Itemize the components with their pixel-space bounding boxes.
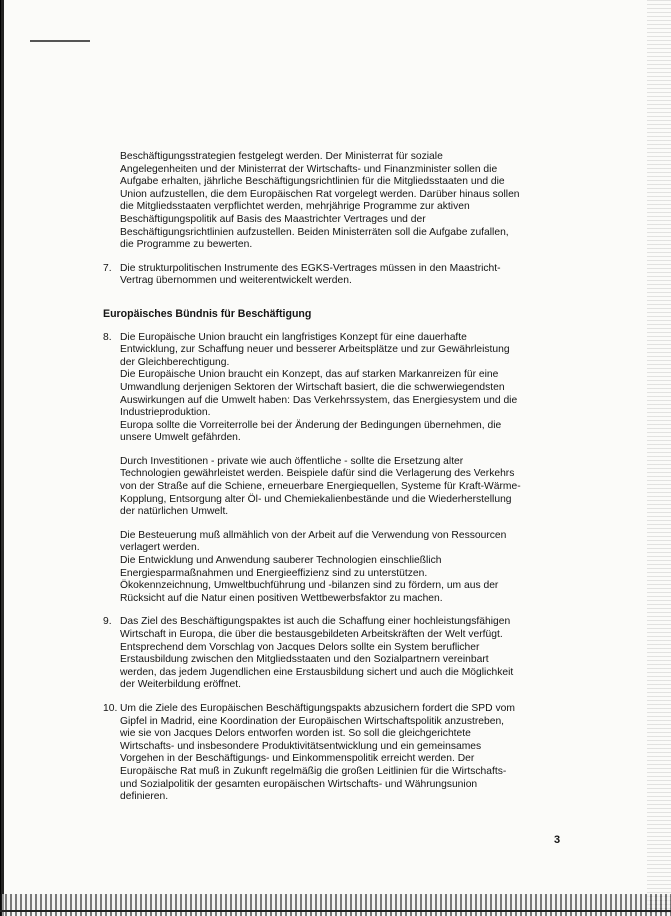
section-heading: Europäisches Bündnis für Beschäftigung	[103, 307, 312, 320]
text-line: und Sozialpolitik der gesamten europäischen Wirtschafts- und Währungsunion	[120, 778, 478, 790]
intro-paragraph	[103, 151, 563, 252]
text-line: wie sie von Jacques Delors entworfen worden ist. So soll die gleichgerichtete	[120, 728, 471, 740]
text-line: der natürlichen Umwelt.	[120, 506, 229, 518]
text-line: unsere Umwelt gefährden.	[120, 432, 241, 444]
text-line: Die Besteuerung muß allmählich von der Arbeit auf die Verwendung von Ressourcen	[120, 529, 507, 541]
text-line: Vorgehen in der Beschäftigungs- und Einkommenspolitik erreicht werden. Der	[120, 753, 475, 765]
text-line: der Gleichberechtigung.	[120, 356, 230, 368]
text-line: Durch Investitionen - private wie auch öffentliche - sollte die Ersetzung alter	[120, 455, 464, 467]
scan-edge-bottom	[0, 894, 671, 916]
text-line: Wirtschafts- und insbesondere Produktivitätsentwicklung und ein gemeinsames	[120, 740, 482, 752]
text-line: werden, das jedem Jugendlichen eine Erstausbildung sichert und auch die Möglichkeit	[120, 666, 514, 678]
text-line: Energiesparmaßnahmen und Energieeffizienz sind zu unterstützen.	[120, 567, 428, 579]
text-line: Umwandlung derjenigen Sektoren der Wirtschaft basiert, die die schwerwiegendsten	[120, 381, 505, 393]
text-line: Industrieproduktion.	[120, 407, 211, 419]
list-item-8	[103, 332, 563, 606]
text-line: Gipfel in Madrid, eine Koordination der Europäischen Wirtschaftspolitik anzustreben,	[120, 715, 505, 727]
text-line: Die Europäische Union braucht ein langfristiges Konzept für eine dauerhafte	[120, 331, 467, 343]
page-number: 3	[554, 834, 561, 846]
text-line: Um die Ziele des Europäischen Beschäftigungspakts abzusichern fordert die SPD vom	[120, 702, 515, 714]
scan-mark-top	[30, 40, 90, 42]
list-item-10	[103, 703, 563, 804]
item-number: 9.	[103, 616, 112, 628]
text-line: Die Entwicklung und Anwendung sauberer Technologien einschließlich	[120, 555, 442, 567]
list-item-9	[103, 616, 563, 692]
item-number: 7.	[103, 262, 112, 274]
text-line: Union aufzustellen, die dem Europäischen Rat vorgelegt werden. Darüber hinaus sollen	[120, 188, 520, 200]
text-line: Entsprechend dem Vorschlag von Jacques Delors sollte ein System beruflicher	[120, 641, 480, 653]
text-line: Vertrag übernommen und weiterentwickelt werden.	[120, 275, 352, 287]
text-line: Angelegenheiten und der Ministerrat der Wirtschafts- und Finanzminister sollen die	[120, 163, 498, 175]
list-item-7	[103, 263, 563, 288]
text-line: der Weiterbildung eröffnet.	[120, 679, 241, 691]
text-line: Die Europäische Union braucht ein Konzept, das auf starken Markanreizen für eine	[120, 369, 499, 381]
text-line: verlagert werden.	[120, 542, 200, 554]
scan-edge-right	[647, 0, 671, 916]
document-body	[103, 151, 563, 804]
text-line: Erstausbildung zwischen den Mitgliedsstaaten und den Sozialpartnern vereinbart	[120, 654, 489, 666]
text-line: Auswirkungen auf die Umwelt haben: Das Verkehrssystem, das Energiesystem und die	[120, 394, 518, 406]
text-line: Aufgabe erhalten, jährliche Beschäftigungsrichtlinien für die Mitgliedsstaaten und die	[120, 176, 505, 188]
item-number: 8.	[103, 331, 112, 343]
text-line: definieren.	[120, 791, 169, 803]
text-line: Die strukturpolitischen Instrumente des EGKS-Vertrages müssen in den Maastricht-	[120, 262, 501, 274]
text-line: Wirtschaft in Europa, die über die bestausgebildeten Arbeitskräften der Welt verfügt.	[120, 629, 503, 640]
text-line: Technologien gewährleistet werden. Beispiele dafür sind die Verlagerung des Verkehrs	[120, 468, 515, 480]
scan-edge-bottom-line	[0, 910, 671, 912]
item-number: 10.	[103, 702, 118, 714]
text-line: Kopplung, Entsorgung alter Öl- und Chemiekalienbestände und die Wiederherstellung	[120, 493, 512, 505]
text-line: Ökokennzeichnung, Umweltbuchführung und -bilanzen sind zu fördern, um aus der	[120, 580, 499, 592]
text-line: Entwicklung, zur Schaffung neuer und besserer Arbeitsplätze und zur Gewährleistung	[120, 344, 510, 356]
text-line: Rücksicht auf die Natur einen positiven Wettbewerbsfaktor zu machen.	[120, 592, 443, 604]
text-line: von der Straße auf die Schiene, erneuerbare Energiequellen, Systeme für Kraft-Wärme-	[120, 481, 521, 493]
text-line: die Programme zu bewerten.	[120, 239, 253, 251]
scan-edge-left-line	[0, 0, 1, 916]
text-line: Beschäftigungspolitik auf Basis des Maastrichter Vertrages und der	[120, 213, 426, 225]
text-line: die Mitgliedsstaaten verpflichtet werden, mehrjährige Programme zur aktiven	[120, 201, 470, 213]
text-line: Das Ziel des Beschäftigungspaktes ist auch die Schaffung einer hochleistungsfähigen	[120, 616, 511, 628]
text-line: Europa sollte die Vorreiterrolle bei der Änderung der Bedingungen übernehmen, die	[120, 419, 502, 431]
text-line: Europäische Rat muß in Zukunft regelmäßig die großen Leitlinien für die Wirtschafts-	[120, 765, 507, 777]
text-line: Beschäftigungsstrategien festgelegt werden. Der Ministerrat für soziale	[120, 151, 443, 162]
text-line: Beschäftigungsrichtlinien aufzustellen. Beiden Ministerräten soll die Aufgabe zufallen,	[120, 226, 509, 238]
